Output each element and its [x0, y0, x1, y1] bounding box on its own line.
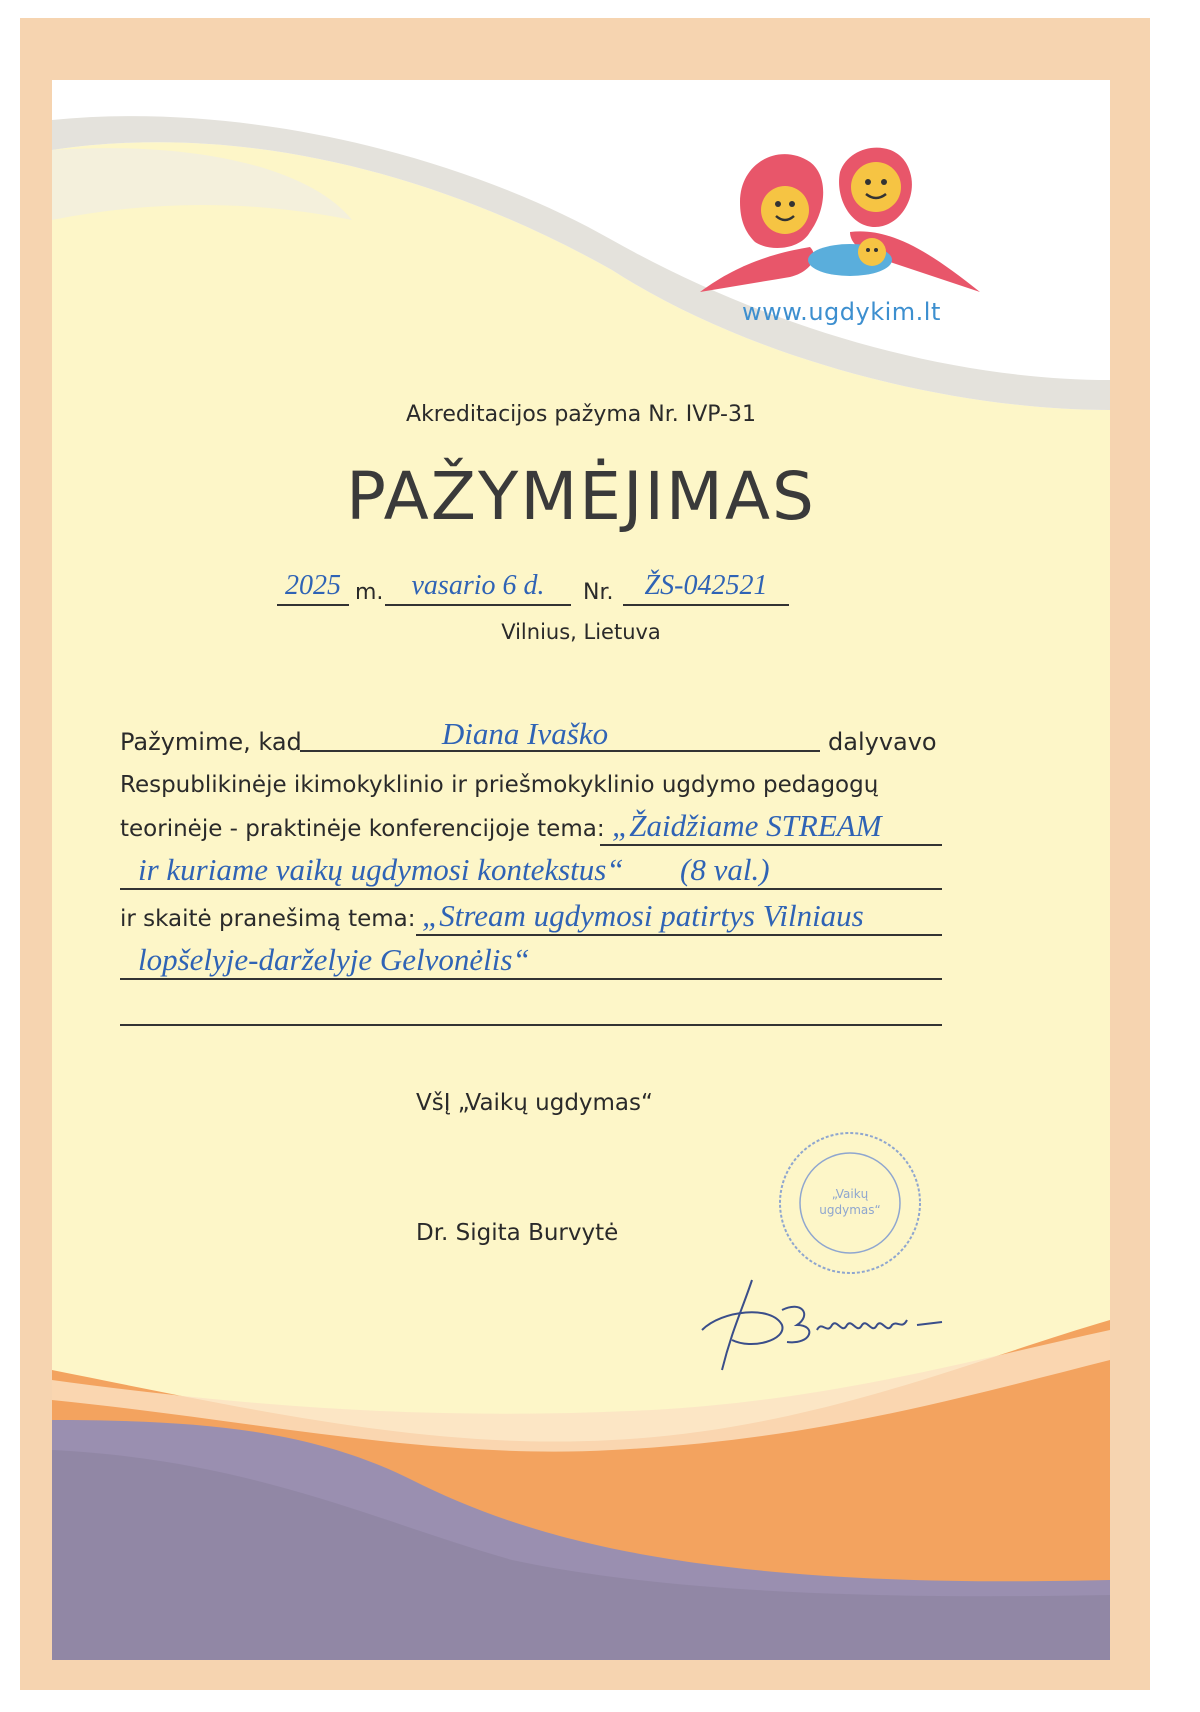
page-title: PAŽYMĖJIMAS	[346, 458, 816, 535]
date-line	[385, 604, 571, 606]
presented-label: ir skaitė pranešimą tema:	[120, 906, 416, 932]
topic-line-2	[120, 888, 942, 890]
signature	[692, 1270, 952, 1390]
m-label: m.	[355, 580, 384, 605]
presentation-line-2	[120, 978, 942, 980]
year-line	[277, 604, 349, 606]
signatory-name: Dr. Sigita Burvytė	[416, 1220, 619, 1246]
organization-name: VšĮ „Vaikų ugdymas“	[416, 1090, 653, 1116]
certificate-sheet	[52, 80, 1110, 1660]
participated-text: dalyvavo	[828, 728, 937, 756]
presentation-part-1: „Stream ugdymosi patirtys Vilniaus	[422, 898, 864, 933]
svg-text:„Vaikų: „Vaikų	[831, 1187, 869, 1201]
presentation-part-2: lopšelyje-darželyje Gelvonėlis“	[138, 942, 530, 977]
official-stamp	[770, 1128, 930, 1278]
topic-part-2: ir kuriame vaikų ugdymosi kontekstus“	[138, 852, 624, 887]
topic-line-1	[600, 844, 942, 846]
place-text: Vilnius, Lietuva	[501, 620, 661, 644]
topic-hours: (8 val.)	[680, 852, 770, 887]
conference-line-1: Respublikinėje ikimokyklinio ir priešmokyklinio ugdymo pedagogų	[120, 772, 879, 798]
year-value: 2025	[285, 570, 341, 601]
svg-text:ugdymas“: ugdymas“	[819, 1203, 881, 1217]
date-value: vasario 6 d.	[411, 570, 545, 601]
conference-line-2: teorinėje - praktinėje konferencijoje tema:	[120, 816, 605, 842]
nr-label: Nr.	[583, 580, 614, 605]
certify-label: Pažymime, kad	[120, 728, 302, 756]
accreditation-text: Akreditacijos pažyma Nr. IVP-31	[406, 402, 756, 427]
website-url: www.ugdykim.lt	[742, 298, 941, 326]
participant-name: Diana Ivaško	[441, 716, 609, 751]
topic-part-1: „Žaidžiame STREAM	[612, 808, 882, 843]
blank-line	[120, 1024, 942, 1026]
presentation-line-1	[416, 934, 942, 936]
number-line	[623, 604, 789, 606]
certificate-number: ŽS-042521	[644, 570, 768, 601]
